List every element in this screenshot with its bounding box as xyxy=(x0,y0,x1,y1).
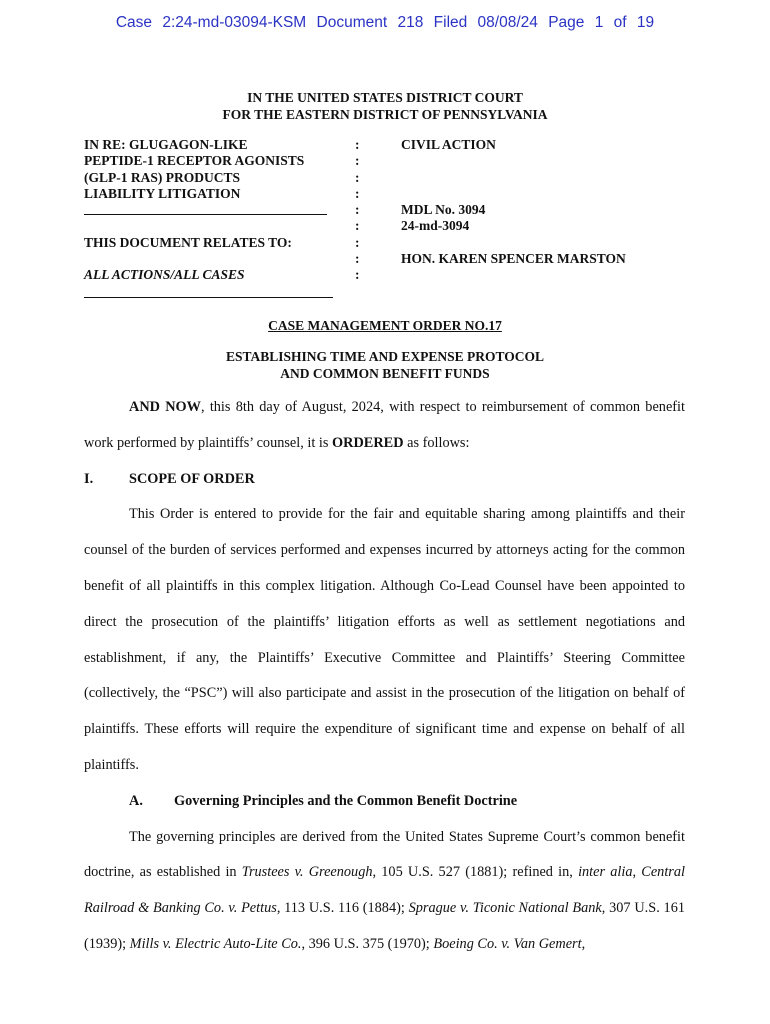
md-number: 24-md-3094 xyxy=(401,218,470,234)
judge-name: HON. KAREN SPENCER MARSTON xyxy=(401,251,626,267)
text-run: , xyxy=(632,864,642,881)
order-subtitle xyxy=(0,348,770,382)
colon: : xyxy=(355,234,360,250)
court-line-2: FOR THE EASTERN DISTRICT OF PENNSYLVANIA xyxy=(222,107,548,122)
colon: : xyxy=(355,169,360,185)
relates-label: THIS DOCUMENT RELATES TO: xyxy=(84,235,292,251)
colon: : xyxy=(355,267,360,283)
scope-paragraph: This Order is entered to provide for the fair and equitable sharing among plaintiffs and their counsel of the burden of services performed and expenses incurred by attorneys acting for the common benefit of all plaintiffs in this complex litigation. Although Co-Lead Counsel have been appointed to direct the prosecution of the plaintiffs’ litigation efforts as well as settlement negotiations and establishment, if any, the Plaintiffs’ Executive Committee and Plaintiffs’ Steering Committee (collectively, the “PSC”) will also participate and assist in the prosecution of the litigation on behalf of plaintiffs. These efforts will require the expenditure of significant time and expense on behalf of all plaintiffs. xyxy=(84,506,685,773)
subsection-title: Governing Principles and the Common Benefit Doctrine xyxy=(174,792,518,809)
colon: : xyxy=(355,251,360,267)
text-run: , 307 U.S. 161 (1939); xyxy=(84,900,685,952)
page-indicator: Page 1 of 19 xyxy=(548,14,655,31)
principles-paragraph xyxy=(84,820,685,963)
caption-right xyxy=(401,137,626,267)
text-run: , xyxy=(581,935,586,952)
subsection-number: A. xyxy=(129,792,143,809)
filing-stamp xyxy=(0,14,770,32)
ordered-text: ORDERED xyxy=(332,434,404,451)
caption-title-line: PEPTIDE-1 RECEPTOR AGONISTS xyxy=(84,153,305,169)
intro-paragraph xyxy=(84,390,685,462)
court-line-1: IN THE UNITED STATES DISTRICT COURT xyxy=(247,90,523,105)
text-run: , 105 U.S. 527 (1881); refined in, xyxy=(372,864,579,881)
case-number: Case 2:24-md-03094-KSM xyxy=(115,14,307,31)
mdl-number: MDL No. 3094 xyxy=(401,202,486,218)
case-citation: Mills v. Electric Auto-Lite Co. xyxy=(129,935,302,952)
caption-left xyxy=(84,137,354,298)
order-body xyxy=(84,390,685,963)
filed-date: Filed 08/08/24 xyxy=(433,14,538,31)
subtitle-line-1: ESTABLISHING TIME AND EXPENSE PROTOCOL xyxy=(225,349,545,364)
text-run: The governing principles are derived from the United States Supreme Court’s common benefit doctrine, as established in xyxy=(84,828,685,881)
caption-rule-bottom xyxy=(84,297,333,298)
caption-title-line: (GLP-1 RAS) PRODUCTS xyxy=(84,169,241,185)
case-citation: Sprague v. Ticonic National Bank xyxy=(408,900,602,917)
all-actions-label: ALL ACTIONS/ALL CASES xyxy=(84,267,245,283)
text-run: , 396 U.S. 375 (1970); xyxy=(301,935,434,952)
and-now-text: AND NOW xyxy=(129,399,201,415)
caption-rule xyxy=(84,214,327,215)
section-title: SCOPE OF ORDER xyxy=(129,470,255,487)
colon: : xyxy=(355,185,360,201)
caption-colons xyxy=(355,137,360,284)
subtitle-line-2: AND COMMON BENEFIT FUNDS xyxy=(280,366,490,381)
intro-text-1: , this 8th day of August, 2024, with respect to reimbursement of common benefit work performed by plaintiffs’ counsel, it is xyxy=(84,399,686,451)
case-caption xyxy=(84,137,704,307)
order-number: CASE MANAGEMENT ORDER NO.17 xyxy=(268,318,502,333)
intro-text-2: as follows: xyxy=(403,434,470,451)
civil-action-label: CIVIL ACTION xyxy=(401,137,496,152)
case-citation: Boeing Co. v. Van Gemert xyxy=(433,935,582,952)
case-citation: Trustees v. Greenough xyxy=(241,864,373,881)
citation-signal: inter alia xyxy=(578,864,633,881)
section-heading xyxy=(84,462,685,498)
colon: : xyxy=(355,202,360,218)
court-header xyxy=(0,89,770,123)
colon: : xyxy=(355,137,360,152)
document-number: Document 218 xyxy=(316,14,424,31)
colon: : xyxy=(355,153,360,169)
section-number: I. xyxy=(84,470,94,487)
caption-title-line: IN RE: GLUGAGON-LIKE xyxy=(84,137,248,152)
case-citation: Central Railroad & Banking Co. v. Pettus xyxy=(84,864,685,917)
order-title xyxy=(0,318,770,334)
subsection-heading xyxy=(84,784,685,820)
colon: : xyxy=(355,218,360,234)
text-run: , 113 U.S. 116 (1884); xyxy=(276,900,409,917)
caption-title-line: LIABILITY LITIGATION xyxy=(84,185,241,201)
